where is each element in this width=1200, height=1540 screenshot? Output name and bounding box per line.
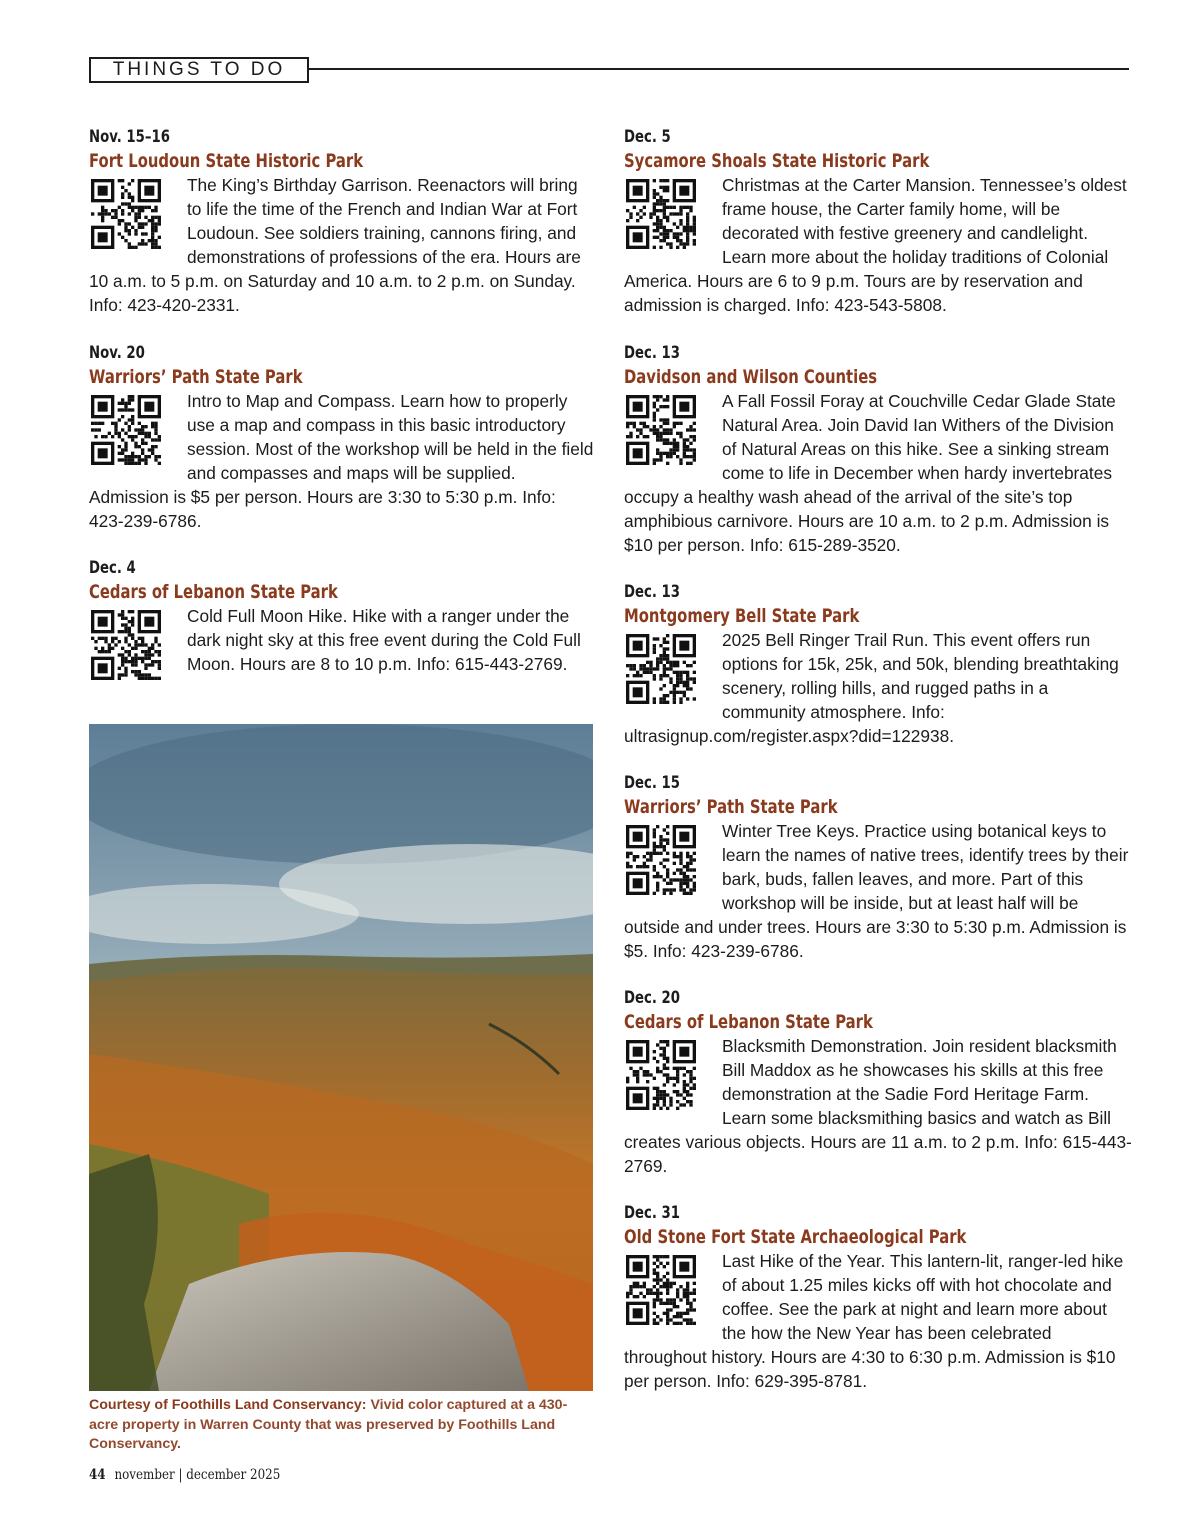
photo-caption	[89, 1396, 595, 1455]
header-rule	[309, 68, 1129, 70]
qr-code-icon[interactable]	[91, 395, 161, 465]
event-park-name: Cedars of Lebanon State Park	[89, 581, 338, 603]
qr-code-icon[interactable]	[626, 1255, 696, 1325]
landscape-photo	[89, 724, 593, 1391]
qr-code-icon[interactable]	[626, 825, 696, 895]
event-park-name: Cedars of Lebanon State Park	[624, 1011, 873, 1033]
event-item	[89, 556, 595, 684]
event-description: Cold Full Moon Hike. Hike with a ranger under the dark night sky at this free event during the Cold Full Moon. Hours are 8 to 10 p.m. Info: 615-443-2769.	[187, 606, 581, 674]
event-item	[624, 580, 1132, 748]
section-label: THINGS TO DO	[112, 59, 286, 80]
page-footer	[89, 1467, 280, 1483]
event-item	[89, 125, 595, 317]
event-description: Last Hike of the Year. This lantern-lit, ranger-led hike of about 1.25 miles kicks off with hot chocolate and coffee. See the park at night and learn more about the how the New Year has been celebrated throughout history. Hours are 4:30 to 6:30 p.m. Admission is $10 per person. Info: 629-395-8781.	[624, 1251, 1124, 1391]
event-park-name: Sycamore Shoals State Historic Park	[624, 150, 930, 172]
event-item	[624, 341, 1132, 557]
event-date: Dec. 13	[624, 582, 680, 602]
event-item	[624, 986, 1132, 1178]
event-date: Dec. 20	[624, 988, 680, 1008]
photo-credit: Courtesy of Foothills Land Conservancy:	[89, 1397, 367, 1413]
page-number: 44	[89, 1467, 106, 1483]
event-date: Dec. 31	[624, 1203, 680, 1223]
qr-code-icon[interactable]	[626, 395, 696, 465]
qr-code-icon[interactable]	[91, 179, 161, 249]
event-description: Winter Tree Keys. Practice using botanical keys to learn the names of native trees, identify trees by their bark, buds, fallen leaves, and more. Part of this workshop will be inside, but at least half will be outside and under trees. Hours are 3:30 to 5:30 p.m. Admission is $5. Info: 423-239-6786.	[624, 821, 1129, 961]
event-park-name: Davidson and Wilson Counties	[624, 366, 878, 388]
event-description: A Fall Fossil Foray at Couchville Cedar Glade State Natural Area. Join David Ian Withers of the Division of Natural Areas on this hike. See a sinking stream come to life in December when hardy invertebrates occupy a healthy wash ahead of the arrival of the site’s top amphibious carnivore. Hours are 10 a.m. to 2 p.m. Admission is $10 per person. Info: 615-289-3520.	[624, 391, 1116, 555]
event-date: Dec. 5	[624, 127, 671, 147]
event-park-name: Warriors’ Path State Park	[89, 366, 303, 388]
photo-caption-text: Vivid color captured at a 430-acre property in Warren County that was preserved by Foothills Land Conservancy.	[89, 1397, 568, 1452]
event-date: Nov. 15–16	[89, 127, 170, 147]
event-date: Nov. 20	[89, 343, 145, 363]
event-description: The King’s Birthday Garrison. Reenactors will bring to life the time of the French and Indian War at Fort Loudoun. See soldiers training, cannons firing, and demonstrations of professions of the era. Hours are 10 a.m. to 5 p.m. on Saturday and 10 a.m. to 2 p.m. on Sunday. Info: 423-420-2331.	[89, 175, 581, 315]
event-item	[624, 771, 1132, 963]
qr-code-icon[interactable]	[626, 179, 696, 249]
event-date: Dec. 15	[624, 773, 680, 793]
event-description: Christmas at the Carter Mansion. Tennessee’s oldest frame house, the Carter family home, will be decorated with festive greenery and candlelight. Learn more about the holiday traditions of Colonial America. Hours are 6 to 9 p.m. Tours are by reservation and admission is charged. Info: 423-543-5808.	[624, 175, 1127, 315]
event-date: Dec. 13	[624, 343, 680, 363]
qr-code-icon[interactable]	[91, 610, 161, 680]
qr-code-icon[interactable]	[626, 1040, 696, 1110]
event-description: 2025 Bell Ringer Trail Run. This event offers run options for 15k, 25k, and 50k, blending breathtaking scenery, rolling hills, and rugged paths in a community atmosphere. Info: ultrasignup.com/register.aspx?did=122938.	[624, 630, 1119, 746]
event-park-name: Fort Loudoun State Historic Park	[89, 150, 364, 172]
event-park-name: Montgomery Bell State Park	[624, 605, 860, 627]
event-description: Blacksmith Demonstration. Join resident blacksmith Bill Maddox as he showcases his skills at this free demonstration at the Sadie Ford Heritage Farm. Learn some blacksmithing basics and watch as Bill creates various objects. Hours are 11 a.m. to 2 p.m. Info: 615-443-2769.	[624, 1036, 1132, 1176]
section-header	[89, 57, 309, 83]
event-park-name: Warriors’ Path State Park	[624, 796, 838, 818]
event-item	[624, 1201, 1132, 1393]
event-item	[624, 125, 1132, 317]
qr-code-icon[interactable]	[626, 634, 696, 704]
event-item	[89, 341, 595, 533]
event-park-name: Old Stone Fort State Archaeological Park	[624, 1226, 967, 1248]
issue-label: november | december 2025	[114, 1467, 281, 1483]
event-date: Dec. 4	[89, 558, 136, 578]
event-description: Intro to Map and Compass. Learn how to properly use a map and compass in this basic introductory session. Most of the workshop will be held in the field and compasses and maps will be supplied. Admission is $5 per person. Hours are 3:30 to 5:30 p.m. Info: 423-239-6786.	[89, 391, 594, 531]
